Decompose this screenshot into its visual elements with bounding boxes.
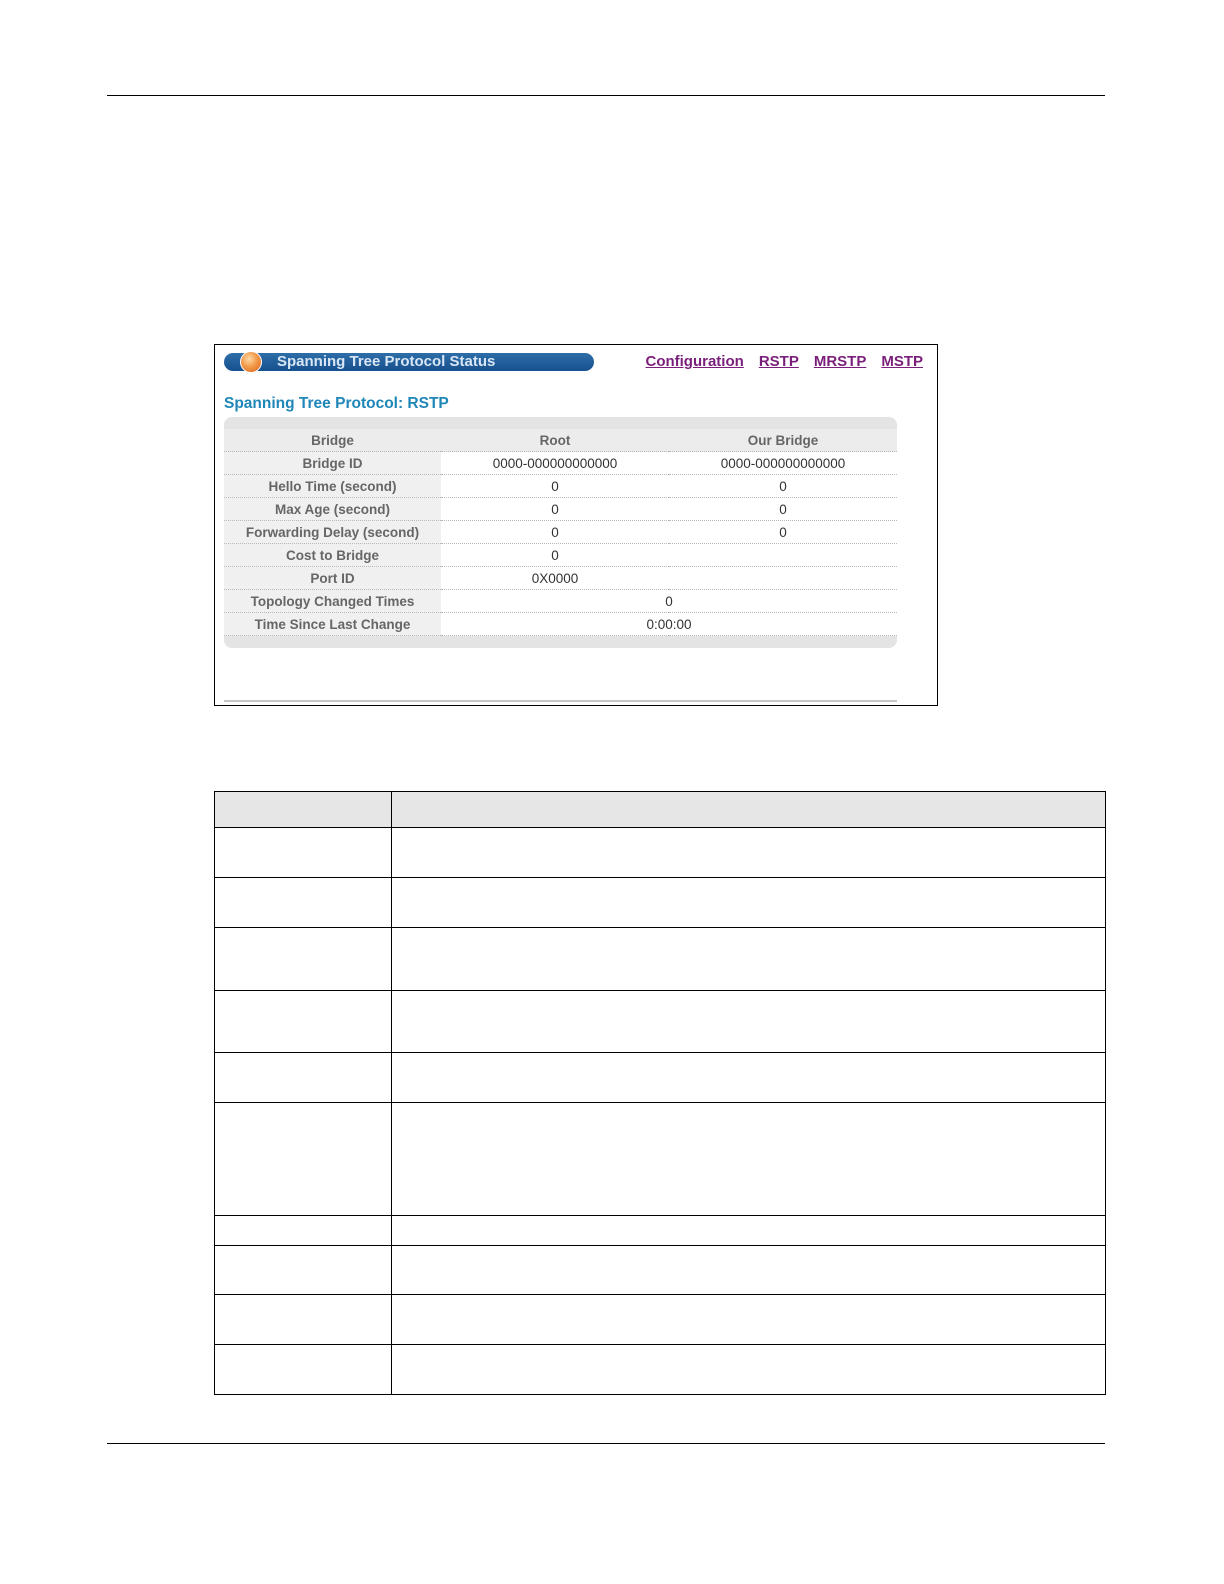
desc-header-cell: [215, 792, 392, 828]
row-label: Port ID: [224, 567, 441, 590]
our-value: 0: [669, 521, 897, 544]
table-row: [215, 991, 1106, 1053]
our-value: [669, 567, 897, 590]
footer-rule: [107, 1443, 1105, 1444]
table-row: [215, 1216, 1106, 1246]
our-value: 0000-000000000000: [669, 452, 897, 475]
table-row: [224, 452, 897, 475]
header-bridge: Bridge: [224, 429, 441, 452]
table-row: [224, 475, 897, 498]
header-our-bridge: Our Bridge: [669, 429, 897, 452]
bottom-divider: [224, 700, 897, 702]
row-label: Bridge ID: [224, 452, 441, 475]
row-label: Topology Changed Times: [224, 590, 441, 613]
orb-icon: [240, 351, 262, 373]
description-table: [214, 791, 1106, 1395]
top-links: [645, 353, 923, 371]
span-value: 0: [441, 590, 897, 613]
link-configuration[interactable]: Configuration: [645, 353, 744, 370]
window-title: Spanning Tree Protocol Status: [277, 353, 496, 370]
header-rule: [107, 95, 1105, 96]
header-root: Root: [441, 429, 669, 452]
table-row: [215, 1103, 1106, 1216]
root-value: 0: [441, 498, 669, 521]
root-value: 0000-000000000000: [441, 452, 669, 475]
table-row: [215, 878, 1106, 928]
title-bar: [224, 353, 594, 371]
table-row: [224, 498, 897, 521]
table-cap-top: [224, 417, 897, 429]
row-label: Forwarding Delay (second): [224, 521, 441, 544]
link-mstp[interactable]: MSTP: [881, 353, 923, 370]
table-row: [215, 1295, 1106, 1345]
table-row: [224, 567, 897, 590]
table-header-row: [224, 429, 897, 452]
root-value: 0: [441, 521, 669, 544]
stp-status-table: [224, 417, 897, 648]
row-label: Time Since Last Change: [224, 613, 441, 636]
our-value: 0: [669, 498, 897, 521]
table-cap-bottom: [224, 636, 897, 649]
table-row: [215, 928, 1106, 991]
table-row: [224, 613, 897, 636]
table-row: [215, 1053, 1106, 1103]
our-value: [669, 544, 897, 567]
desc-header-cell: [392, 792, 1106, 828]
row-label: Max Age (second): [224, 498, 441, 521]
span-value: 0:00:00: [441, 613, 897, 636]
row-label: Cost to Bridge: [224, 544, 441, 567]
table-row: [215, 1345, 1106, 1395]
root-value: 0: [441, 544, 669, 567]
protocol-heading: Spanning Tree Protocol: RSTP: [224, 395, 449, 412]
table-row: [215, 1246, 1106, 1295]
root-value: 0: [441, 475, 669, 498]
table-row: [224, 521, 897, 544]
desc-header-row: [215, 792, 1106, 828]
stp-status-screen: [214, 344, 938, 706]
table-row: [215, 828, 1106, 878]
row-label: Hello Time (second): [224, 475, 441, 498]
table-row: [224, 544, 897, 567]
our-value: 0: [669, 475, 897, 498]
table-row: [224, 590, 897, 613]
link-rstp[interactable]: RSTP: [758, 353, 799, 370]
root-value: 0X0000: [441, 567, 669, 590]
link-mrstp[interactable]: MRSTP: [813, 353, 867, 370]
